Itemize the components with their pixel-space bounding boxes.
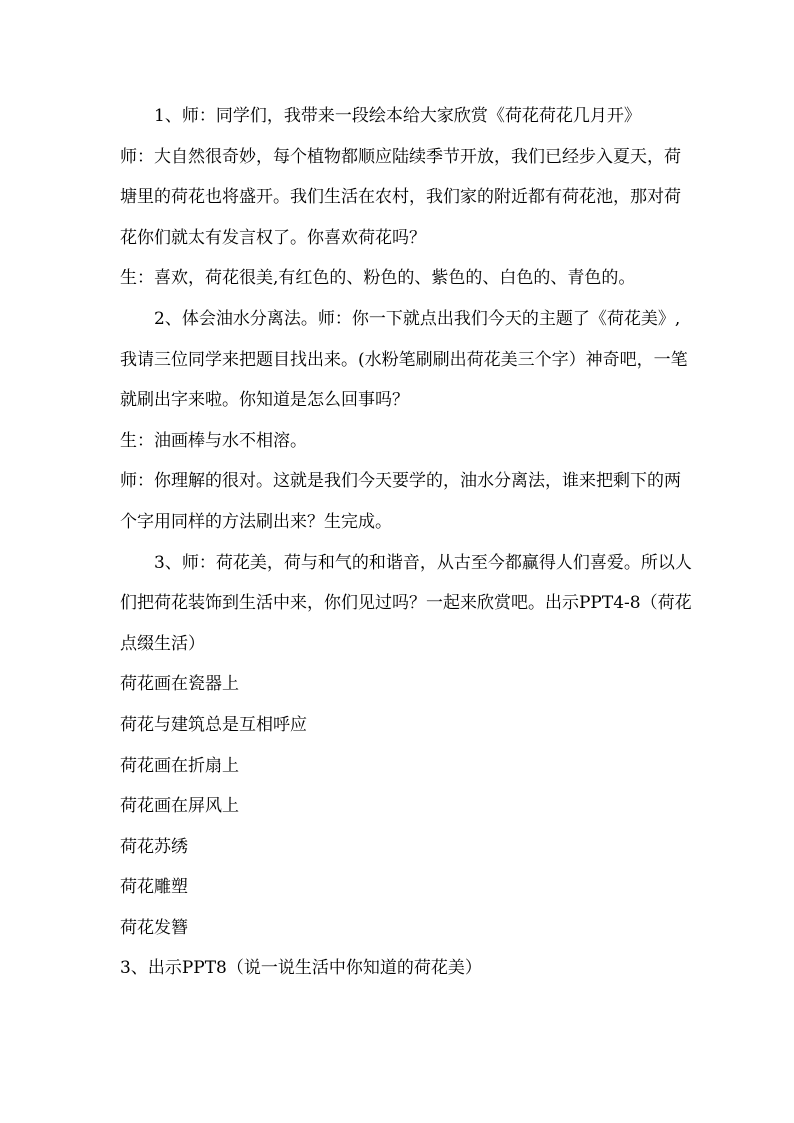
final-paragraph: 3、出示PPT8（说一说生活中你知道的荷花美）	[120, 958, 482, 979]
list-item: 荷花与建筑总是互相呼应	[120, 714, 307, 735]
list-item: 荷花画在折扇上	[120, 755, 239, 776]
document-body	[120, 96, 692, 989]
list-item: 荷花画在瓷器上	[120, 674, 239, 695]
paragraph-5: 生：油画棒与水不相溶。	[120, 430, 307, 451]
list-item: 荷花发簪	[120, 917, 188, 938]
paragraph-1: 1、师：同学们，我带来一段绘本给大家欣赏《荷花荷花几月开》	[154, 106, 641, 126]
paragraph-7: 3、师：荷花美，荷与和气的和谐音，从古至今都赢得人们喜爱。所以人们把荷花装饰到生活中来，你们见过吗？一起来欣赏吧。出示PPT4-8（荷花点缀生活）	[120, 552, 692, 654]
list-item: 荷花苏绣	[120, 836, 188, 857]
paragraph-6: 师：你理解的很对。这就是我们今天要学的，油水分离法，谁来把剩下的两个字用同样的方法刷出来？生完成。	[120, 471, 681, 532]
paragraph-2: 师：大自然很奇妙，每个植物都顺应陆续季节开放，我们已经步入夏天，荷塘里的荷花也将盛开。我们生活在农村，我们家的附近都有荷花池，那对荷花你们就太有发言权了。你喜欢荷花吗？	[120, 146, 681, 248]
paragraph-4: 2、体会油水分离法。师：你一下就点出我们今天的主题了《荷花美》,我请三位同学来把题目找出来。(水粉笔刷刷出荷花美三个字）神奇吧，一笔就刷出字来啦。你知道是怎么回事吗？	[120, 308, 688, 411]
paragraph-3: 生：喜欢，荷花很美,有红色的、粉色的、紫色的、白色的、青色的。	[120, 268, 636, 289]
list-item: 荷花雕塑	[120, 877, 188, 898]
list-item: 荷花画在屏风上	[120, 796, 239, 817]
